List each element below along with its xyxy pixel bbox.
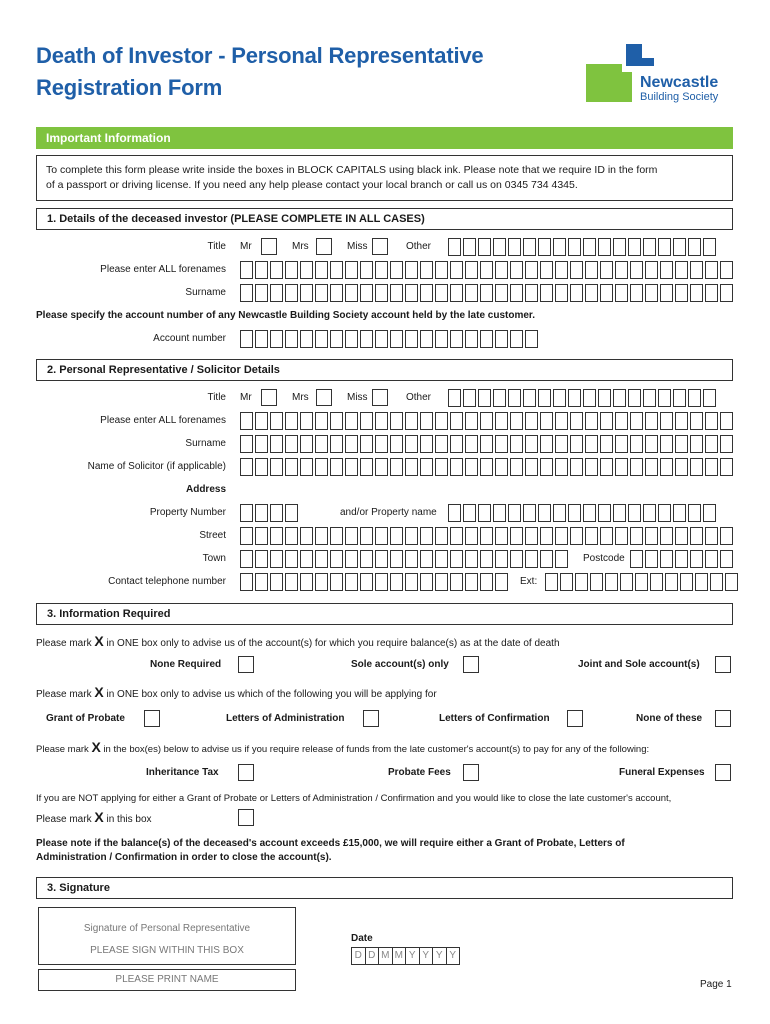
balance-note-line1: Please note if the balance(s) of the deceased's account exceeds £15,000, we will require either a Grant of Probate, Letters of (36, 838, 625, 849)
s2-postcode-label: Postcode (583, 553, 625, 564)
funeral-expenses-checkbox[interactable] (715, 764, 731, 781)
joint-sole-label: Joint and Sole account(s) (578, 659, 700, 670)
letters-admin-checkbox[interactable] (363, 710, 379, 727)
date-year-1[interactable]: Y (405, 947, 420, 965)
s2-property-number-field[interactable] (240, 504, 300, 522)
s2-ext-field[interactable] (545, 573, 740, 591)
s3-question-1 (36, 634, 560, 651)
s1-account-note: Please specify the account number of any Newcastle Building Society account held by the late customer. (36, 310, 536, 321)
s2-mrs-label: Mrs (292, 392, 309, 403)
signature-label: Signature of Personal Representative (83, 923, 251, 934)
funeral-expenses-label: Funeral Expenses (619, 767, 705, 778)
s1-surname-label: Surname (185, 287, 226, 298)
logo-name: Newcastle (640, 74, 719, 91)
s2-street-label: Street (199, 530, 226, 541)
print-name-field[interactable]: PLEASE PRINT NAME (38, 969, 296, 991)
section1-heading: 1. Details of the deceased investor (PLEASE COMPLETE IN ALL CASES) (36, 208, 733, 230)
grant-probate-label: Grant of Probate (46, 713, 125, 724)
form-title-line2: Registration Form (36, 75, 223, 100)
s2-other-label: Other (406, 392, 432, 403)
q1-prefix: Please mark (36, 638, 92, 649)
q2-x-mark: X (94, 684, 104, 700)
inheritance-tax-label: Inheritance Tax (146, 767, 219, 778)
close-mark-prefix: Please mark (36, 814, 92, 825)
s1-forenames-field[interactable] (240, 261, 735, 279)
date-label: Date (351, 933, 373, 944)
joint-sole-checkbox[interactable] (715, 656, 731, 673)
s2-town-field[interactable] (240, 550, 570, 568)
important-information-heading: Important Information (36, 127, 733, 149)
s1-other-label: Other (406, 241, 432, 252)
s2-forenames-field[interactable] (240, 412, 735, 430)
s2-town-label: Town (202, 553, 226, 564)
date-day-2[interactable]: D (365, 947, 380, 965)
date-month-1[interactable]: M (378, 947, 393, 965)
signature-heading: 3. Signature (36, 877, 733, 899)
logo-mark-green (586, 64, 622, 102)
info-line-2: of a passport or driving license. If you need any help please contact your local branch or call us on 0345 734 4345. (46, 179, 578, 191)
s1-mr-label: Mr (240, 241, 252, 252)
section2-heading: 2. Personal Representative / Solicitor Details (36, 359, 733, 381)
q1-x-mark: X (94, 633, 104, 649)
form-title-line1: Death of Investor - Personal Representative (36, 43, 484, 68)
s2-phone-field[interactable] (240, 573, 510, 591)
letters-conf-label: Letters of Confirmation (439, 713, 550, 724)
close-account-mark (36, 810, 152, 827)
s1-mrs-checkbox[interactable] (316, 238, 332, 255)
s1-surname-field[interactable] (240, 284, 735, 302)
logo-subtitle: Building Society (640, 91, 719, 103)
s2-surname-field[interactable] (240, 435, 735, 453)
info-line-1: To complete this form please write inside the boxes in BLOCK CAPITALS using black ink. Please note that we require ID in the form (46, 164, 658, 176)
s2-ext-label: Ext: (520, 576, 538, 587)
s2-mr-label: Mr (240, 392, 252, 403)
s3-question-2 (36, 685, 437, 702)
important-information-box (36, 155, 733, 201)
letters-conf-checkbox[interactable] (567, 710, 583, 727)
q2-suffix: in ONE box only to advise us which of the following you will be applying for (106, 689, 437, 700)
newcastle-logo (586, 44, 736, 106)
none-required-checkbox[interactable] (238, 656, 254, 673)
s2-property-name-label: and/or Property name (340, 507, 437, 518)
q3-prefix: Please mark (36, 744, 89, 755)
none-these-checkbox[interactable] (715, 710, 731, 727)
q3-x-mark: X (91, 739, 101, 755)
s1-account-label: Account number (153, 333, 226, 344)
q2-prefix: Please mark (36, 689, 92, 700)
probate-fees-checkbox[interactable] (463, 764, 479, 781)
q1-suffix: in ONE box only to advise us of the account(s) for which you require balance(s) as at the date of death (106, 638, 560, 649)
close-x-mark: X (94, 809, 104, 825)
grant-probate-checkbox[interactable] (144, 710, 160, 727)
date-year-2[interactable]: Y (419, 947, 434, 965)
s3-question-3 (36, 740, 649, 757)
signature-hint: PLEASE SIGN WITHIN THIS BOX (90, 945, 244, 956)
logo-mark-green-step (622, 72, 632, 102)
s1-forenames-label: Please enter ALL forenames (100, 264, 226, 275)
close-mark-suffix: in this box (106, 814, 152, 825)
inheritance-tax-checkbox[interactable] (238, 764, 254, 781)
date-year-4[interactable]: Y (446, 947, 461, 965)
signature-box[interactable] (38, 907, 296, 965)
date-day-1[interactable]: D (351, 947, 366, 965)
s1-other-title-field[interactable] (448, 238, 718, 256)
sole-only-label: Sole account(s) only (351, 659, 449, 670)
close-account-checkbox[interactable] (238, 809, 254, 826)
s2-solicitor-field[interactable] (240, 458, 735, 476)
s2-address-label: Address (185, 484, 226, 495)
s2-forenames-label: Please enter ALL forenames (100, 415, 226, 426)
s2-phone-label: Contact telephone number (108, 576, 226, 587)
s2-property-number-label: Property Number (149, 507, 226, 518)
section3-heading: 3. Information Required (36, 603, 733, 625)
logo-mark-top (626, 44, 642, 58)
s2-title-label: Title (207, 392, 226, 403)
s2-street-field[interactable] (240, 527, 735, 545)
date-field[interactable] (351, 947, 459, 965)
s1-miss-label: Miss (347, 241, 368, 252)
balance-note-line2: Administration / Confirmation in order to close the account(s). (36, 852, 332, 863)
s1-title-label: Title (207, 241, 226, 252)
s2-solicitor-label: Name of Solicitor (if applicable) (87, 461, 226, 472)
s1-mrs-label: Mrs (292, 241, 309, 252)
logo-mark-mid (626, 58, 654, 66)
date-year-3[interactable]: Y (432, 947, 447, 965)
s2-mr-checkbox[interactable] (261, 389, 277, 406)
s2-surname-label: Surname (185, 438, 226, 449)
s2-other-title-field[interactable] (448, 389, 718, 407)
page-number: Page 1 (700, 979, 732, 990)
s2-mrs-checkbox[interactable] (316, 389, 332, 406)
probate-fees-label: Probate Fees (388, 767, 451, 778)
date-month-2[interactable]: M (392, 947, 407, 965)
s2-miss-checkbox[interactable] (372, 389, 388, 406)
letters-admin-label: Letters of Administration (226, 713, 345, 724)
none-required-label: None Required (150, 659, 222, 670)
close-account-note: If you are NOT applying for either a Grant of Probate or Letters of Administration / Confirmation and you would like to close the late customer's account, (36, 793, 672, 804)
s2-property-name-field[interactable] (448, 504, 718, 522)
s2-postcode-field[interactable] (630, 550, 735, 568)
sole-only-checkbox[interactable] (463, 656, 479, 673)
form-title (36, 40, 483, 104)
s2-miss-label: Miss (347, 392, 368, 403)
s1-account-number-field[interactable] (240, 330, 540, 348)
s1-mr-checkbox[interactable] (261, 238, 277, 255)
s1-miss-checkbox[interactable] (372, 238, 388, 255)
none-these-label: None of these (636, 713, 703, 724)
q3-suffix: in the box(es) below to advise us if you require release of funds from the late customer's account(s) to pay for any of the following: (103, 744, 650, 755)
